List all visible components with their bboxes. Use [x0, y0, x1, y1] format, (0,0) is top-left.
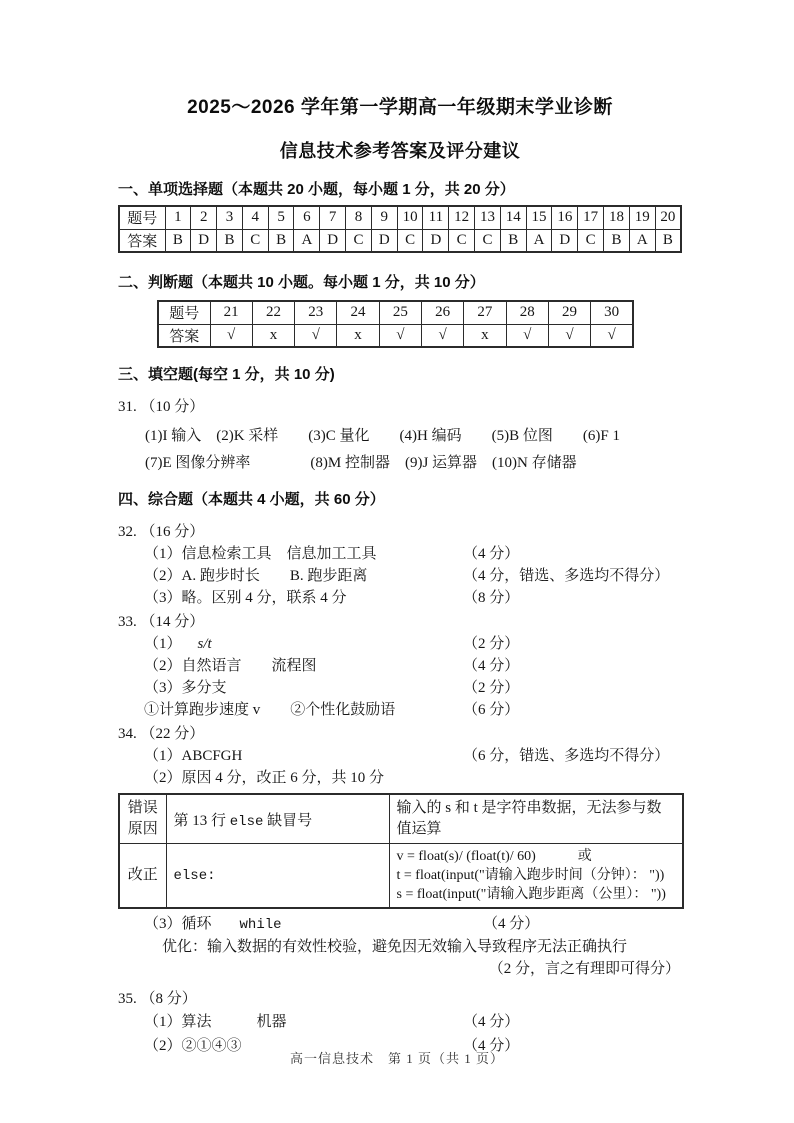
answer-cell: D [552, 229, 578, 252]
answer-cell: D [423, 229, 449, 252]
fix-row [119, 844, 683, 909]
answer-text: （1）算法 机器 [144, 1014, 287, 1030]
error-reason-row [119, 794, 683, 844]
question-number-cell: 15 [526, 206, 552, 229]
section-fill-heading: 三、填空题(每空 1 分，共 10 分) [118, 366, 335, 383]
code-line: s = float(input("请输入跑步距离（公里）： ")) [396, 887, 666, 902]
question-number-cell: 21 [210, 301, 252, 324]
section-judge-heading: 二、判断题（本题共 10 小题。每小题 1 分，共 10 分） [118, 274, 485, 291]
answer-text: （1）ABCFGH [144, 748, 243, 764]
score-note: （6 分） [463, 702, 520, 718]
score-note: （2 分） [463, 636, 520, 652]
question-number-cell: 23 [295, 301, 337, 324]
answer-cell: C [578, 229, 604, 252]
answer-cell: x [337, 324, 379, 347]
question-number-cell: 18 [604, 206, 630, 229]
question-number-cell: 16 [552, 206, 578, 229]
answer-text: （3）略。区别 4 分，联系 4 分 [144, 590, 347, 606]
judge-answer-row [158, 324, 633, 347]
answer-line [118, 565, 682, 587]
question-number-cell: 4 [242, 206, 268, 229]
answer-cell: B [655, 229, 681, 252]
answer-cell: √ [591, 324, 633, 347]
answer-text: （2）自然语言 流程图 [144, 658, 317, 674]
question-number-cell: 3 [217, 206, 243, 229]
question-number-cell: 22 [252, 301, 294, 324]
answer-cell: C [397, 229, 423, 252]
code-keyword: while [239, 917, 282, 933]
answer-cell: A [526, 229, 552, 252]
q34-label: 34. （22 分） [118, 726, 205, 742]
answer-cell: B [500, 229, 526, 252]
row-label-number: 题号 [119, 206, 165, 229]
q33-answer-line-1 [118, 633, 682, 655]
q35-label: 35. （8 分） [118, 991, 197, 1007]
answer-text: （1）信息检索工具 信息加工工具 [144, 546, 377, 562]
page-subtitle: 信息技术参考答案及评分建议 [279, 141, 521, 161]
code-line: t = float(input("请输入跑步时间（分钟）： ")) [396, 868, 665, 883]
score-note: （4 分） [463, 1038, 520, 1054]
question-number-cell: 30 [591, 301, 633, 324]
section-comprehensive-heading: 四、综合题（本题共 4 小题，共 60 分） [118, 491, 385, 508]
question-number-cell: 14 [500, 206, 526, 229]
question-number-cell: 9 [371, 206, 397, 229]
answer-cell: √ [548, 324, 590, 347]
answer-line [118, 699, 682, 721]
choice-answer-row [119, 229, 681, 252]
answer-cell: x [252, 324, 294, 347]
question-number-cell: 25 [379, 301, 421, 324]
answer-cell: √ [421, 324, 463, 347]
q32-label: 32. （16 分） [118, 524, 205, 540]
score-note: （4 分） [463, 546, 520, 562]
answer-cell: A [629, 229, 655, 252]
answer-line [118, 655, 682, 677]
question-number-cell: 8 [346, 206, 372, 229]
choice-answer-table [118, 205, 682, 253]
reason-code: else [229, 813, 264, 830]
formula-text: s/t [197, 636, 212, 652]
answer-text: （1） [144, 636, 182, 652]
question-number-cell: 10 [397, 206, 423, 229]
page-footer: 高一信息技术 第 1 页（共 1 页） [289, 1051, 504, 1066]
question-number-cell: 6 [294, 206, 320, 229]
answer-text: （2）A. 跑步时长 B. 跑步距离 [144, 568, 368, 584]
answer-cell: B [268, 229, 294, 252]
q34-optimize-score: （2 分，言之有理即可得分） [488, 961, 680, 977]
answer-cell: √ [506, 324, 548, 347]
answer-cell: D [320, 229, 346, 252]
answer-cell: D [191, 229, 217, 252]
answer-cell: √ [379, 324, 421, 347]
q31-answers-line1: (1)I 输入 (2)K 采样 (3)C 量化 (4)H 编码 (5)B 位图 (6)F 1 [145, 428, 620, 444]
answer-text: （2）②①④③ [144, 1038, 242, 1054]
q34-answer-line-3 [118, 913, 682, 936]
answer-text: ①计算跑步速度 v ②个性化鼓励语 [144, 702, 396, 718]
answer-cell: A [294, 229, 320, 252]
answer-cell: D [371, 229, 397, 252]
answer-line [118, 587, 682, 609]
answer-cell: B [604, 229, 630, 252]
answer-line [118, 1010, 682, 1034]
question-number-cell: 2 [191, 206, 217, 229]
reason-text-suffix: 缺冒号 [263, 812, 313, 829]
answer-line [118, 745, 682, 767]
page-content [118, 96, 682, 1058]
answer-line [118, 543, 682, 565]
question-number-cell: 13 [475, 206, 501, 229]
question-number-cell: 20 [655, 206, 681, 229]
q32-answer-lines [118, 543, 682, 609]
reason-description-cell: 输入的 s 和 t 是字符串数据，无法参与数值运算 [389, 794, 683, 844]
score-note: （4 分，错选、多选均不得分） [463, 568, 670, 584]
score-note: （6 分，错选、多选均不得分） [463, 748, 670, 764]
reason-text-prefix: 第 13 行 [173, 812, 230, 829]
section-choice-heading: 一、单项选择题（本题共 20 小题，每小题 1 分，共 20 分） [118, 181, 515, 198]
answer-cell: C [449, 229, 475, 252]
q33-label: 33. （14 分） [118, 614, 205, 630]
row-label-answer: 答案 [119, 229, 165, 252]
judge-number-row [158, 301, 633, 324]
q31-answers-line2: (7)E 图像分辨率 (8)M 控制器 (9)J 运算器 (10)N 存储器 [145, 455, 577, 471]
answer-text: （3）多分支 [144, 680, 227, 696]
question-number-cell: 7 [320, 206, 346, 229]
question-number-cell: 27 [464, 301, 506, 324]
answer-cell: √ [295, 324, 337, 347]
answer-cell: x [464, 324, 506, 347]
q34-answer-lines [118, 745, 682, 789]
reason-cell [166, 794, 389, 844]
fix-lines-cell [389, 844, 683, 909]
question-number-cell: 24 [337, 301, 379, 324]
error-correction-table [118, 793, 684, 909]
q34-optimize-line: 优化：输入数据的有效性校验，避免因无效输入导致程序无法正确执行 [162, 939, 628, 955]
q31-label: 31. （10 分） [118, 399, 205, 415]
answer-cell: C [242, 229, 268, 252]
answer-cell: B [165, 229, 191, 252]
reason-label-cell: 错误原因 [119, 794, 166, 844]
row-label-answer: 答案 [158, 324, 210, 347]
question-number-cell: 11 [423, 206, 449, 229]
answer-line [118, 767, 682, 789]
question-number-cell: 28 [506, 301, 548, 324]
q33-answer-lines [118, 655, 682, 721]
judge-answer-table [157, 300, 634, 348]
answer-text: （3）循环 [144, 916, 212, 932]
page-title: 2025～2026 学年第一学期高一年级期末学业诊断 [187, 97, 613, 118]
question-number-cell: 29 [548, 301, 590, 324]
question-number-cell: 26 [421, 301, 463, 324]
fix-code-cell [166, 844, 389, 909]
answer-text: （2）原因 4 分，改正 6 分，共 10 分 [144, 770, 385, 786]
question-number-cell: 17 [578, 206, 604, 229]
answer-cell: C [346, 229, 372, 252]
code-line: v = float(s)/ (float(t)/ 60) 或 [396, 849, 592, 864]
answer-cell: B [217, 229, 243, 252]
fix-label-cell: 改正 [119, 844, 166, 909]
question-number-cell: 19 [629, 206, 655, 229]
fix-code: else: [173, 868, 216, 884]
answer-cell: C [475, 229, 501, 252]
answer-cell: √ [210, 324, 252, 347]
score-note: （2 分） [463, 680, 520, 696]
question-number-cell: 12 [449, 206, 475, 229]
question-number-cell: 5 [268, 206, 294, 229]
score-note: （4 分） [483, 916, 540, 932]
question-number-cell: 1 [165, 206, 191, 229]
score-note: （8 分） [463, 590, 520, 606]
score-note: （4 分） [463, 658, 520, 674]
choice-number-row [119, 206, 681, 229]
answer-line [118, 677, 682, 699]
score-note: （4 分） [463, 1014, 520, 1030]
row-label-number: 题号 [158, 301, 210, 324]
